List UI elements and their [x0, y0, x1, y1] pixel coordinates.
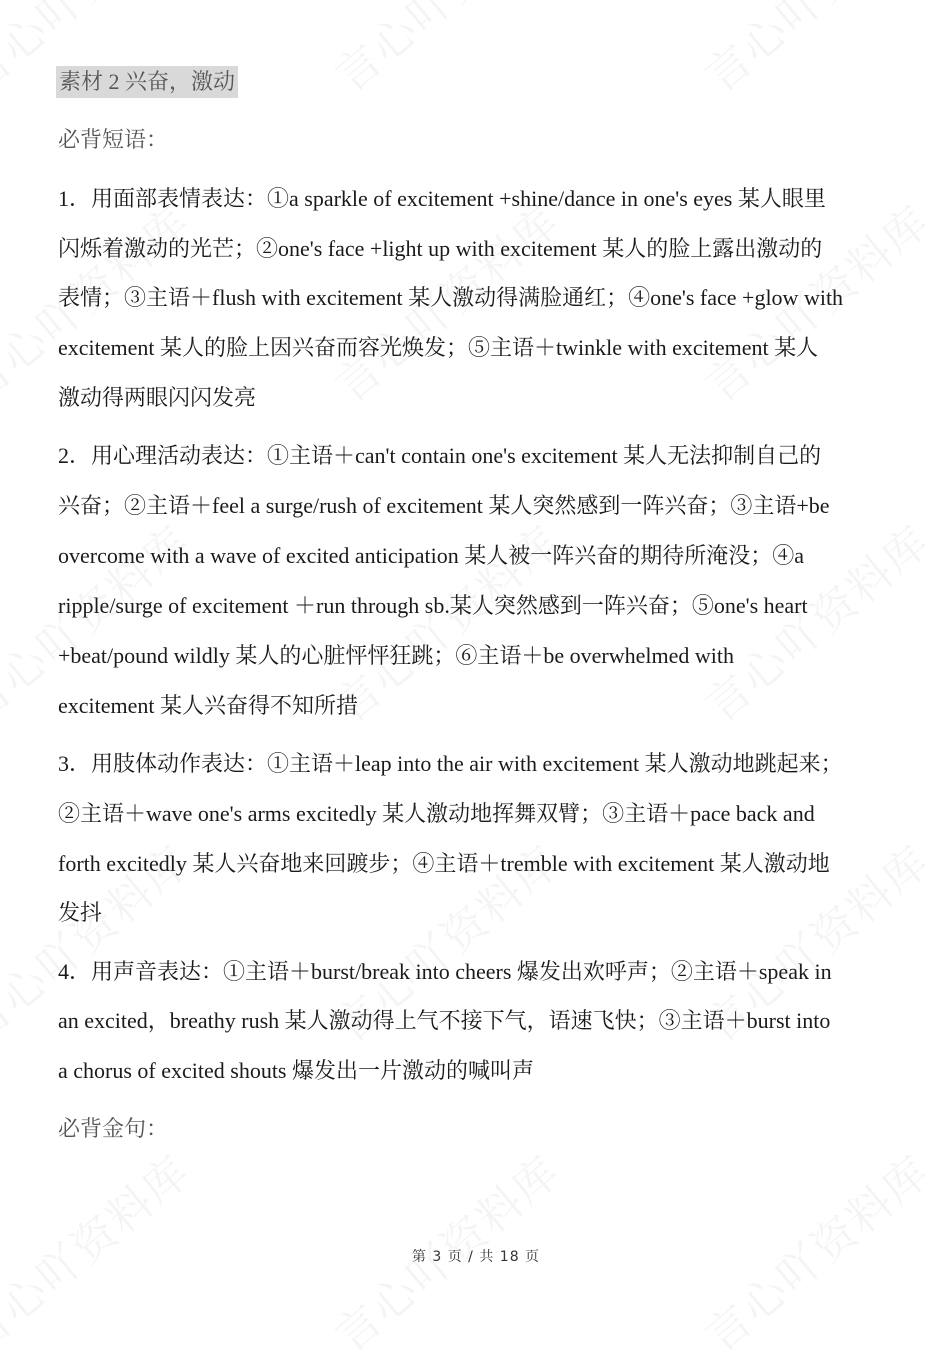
text-line: 2．用心理活动表达：①主语＋can't contain one's excitement 某人无法抑制自己的 [58, 443, 822, 468]
section-title: 素材 2 兴奋，激动 [56, 66, 238, 98]
text-line: 3．用肢体动作表达：①主语＋leap into the air with excitement 某人激动地跳起来； [58, 751, 843, 776]
text-line: ②主语＋wave one's arms excitedly 某人激动地挥舞双臂；③主语＋pace back and [58, 801, 815, 826]
text-line: 兴奋；②主语＋feel a surge/rush of excitement 某人突然感到一阵兴奋；③主语+be [58, 493, 830, 518]
text-line: excitement 某人兴奋得不知所措 [58, 693, 359, 718]
text-line: +beat/pound wildly 某人的心脏怦怦狂跳；⑥主语＋be overwhelmed with [58, 643, 734, 668]
text-line: overcome with a wave of excited anticipation 某人被一阵兴奋的期待所淹没；④a [58, 543, 804, 568]
text-line: 4．用声音表达：①主语＋burst/break into cheers 爆发出欢呼声；②主语＋speak in [58, 959, 832, 984]
text-line: 发抖 [58, 900, 103, 925]
text-line: forth excitedly 某人兴奋地来回踱步；④主语＋tremble with excitement 某人激动地 [58, 851, 830, 876]
text-line: ripple/surge of excitement ＋run through sb.某人突然感到一阵兴奋；⑤one's heart [58, 593, 808, 618]
text-line: 激动得两眼闪闪发亮 [58, 385, 257, 410]
phrases-label: 必背短语： [58, 127, 169, 152]
text-line: 闪烁着激动的光芒；②one's face +light up with excitement 某人的脸上露出激动的 [58, 236, 823, 261]
text-line: 1．用面部表情表达：①a sparkle of excitement +shine/dance in one's eyes 某人眼里 [58, 186, 826, 211]
text-line: an excited，breathy rush 某人激动得上气不接下气，语速飞快；③主语＋burst into [58, 1008, 831, 1033]
sentences-label: 必背金句： [58, 1116, 169, 1141]
text-line: a chorus of excited shouts 爆发出一片激动的喊叫声 [58, 1058, 534, 1083]
text-line: excitement 某人的脸上因兴奋而容光焕发；⑤主语＋twinkle with excitement 某人 [58, 335, 819, 360]
text-line: 表情；③主语＋flush with excitement 某人激动得满脸通红；④one's face +glow with [58, 285, 844, 310]
page-indicator: 第 3 页 / 共 18 页 [411, 1249, 541, 1265]
